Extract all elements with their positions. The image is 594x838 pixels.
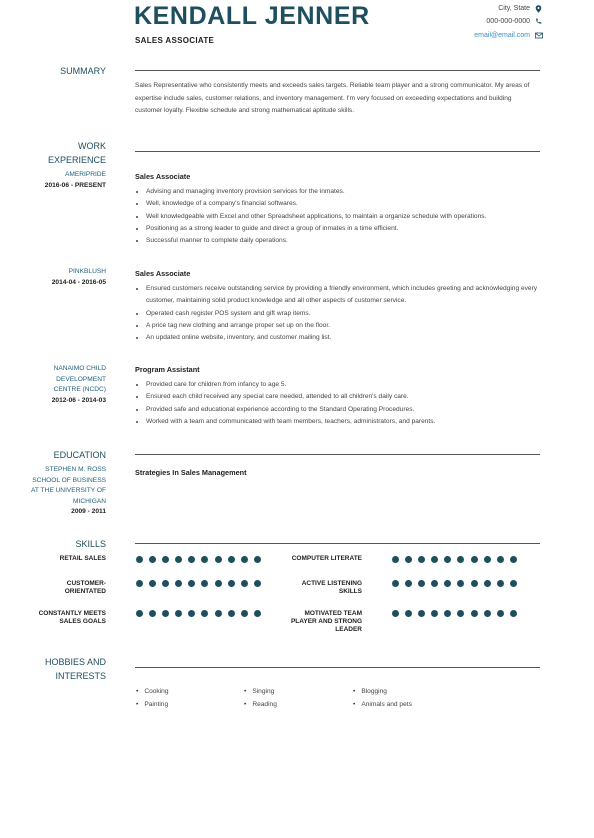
skill-dot (457, 610, 464, 617)
job-3-employer-line3: CENTRE (NCDC) (53, 386, 106, 393)
skill-dot (162, 610, 169, 617)
map-pin-icon (535, 5, 542, 12)
skill-dot (405, 580, 412, 587)
list-item: • Well, knowledge of a company's financial softwares. (146, 198, 551, 210)
hobbies-heading-line2: INTERESTS (55, 671, 106, 681)
skill-dot (162, 580, 169, 587)
skill-dot (188, 610, 195, 617)
skill-dot (471, 556, 478, 563)
skill-dot (215, 580, 222, 587)
education-divider (135, 454, 540, 455)
list-item: • A price tag new clothing and arrange proper set up on the floor. (146, 320, 551, 332)
skill-rating (392, 610, 517, 617)
skill-dot (431, 556, 438, 563)
job-2-bullets (135, 283, 551, 344)
skill-dot (254, 556, 261, 563)
phone-text: 000-000-0000 (486, 18, 530, 25)
summary-text: Sales Representative who consistently meets and exceeds sales targets. Reliable team player and a strong communicator. My areas of expertise include sales, customer relations, and inventory management. I'm very focused on exceeding expectations and building customer loyalty. Flexible schedule and strong mathematical aptitude skills. (135, 82, 530, 114)
summary-heading: SUMMARY (60, 66, 106, 76)
job-3-employer-line1: NANAIMO CHILD (53, 365, 106, 372)
list-item: • Advising and managing inventory provision services for the inmates. (146, 186, 551, 198)
skill-dot (444, 556, 451, 563)
job-2-role: Sales Associate (135, 269, 191, 278)
skill-dot (188, 580, 195, 587)
skill-dot (471, 580, 478, 587)
skill-dot (228, 610, 235, 617)
list-item: • Operated cash register POS system and gift wrap items. (146, 308, 551, 320)
education-degree: Strategies In Sales Management (135, 468, 247, 477)
contact-phone (486, 18, 542, 25)
skill-dot (457, 556, 464, 563)
skill-dot (484, 610, 491, 617)
hobbies-column-1 (136, 686, 169, 711)
school-line2: SCHOOL OF BUSINESS (32, 476, 106, 484)
skill-dot (175, 556, 182, 563)
skill-rating (392, 580, 517, 587)
job-3-employer-line2: DEVELOPMENT (56, 375, 106, 383)
skills-heading: SKILLS (75, 539, 106, 549)
job-1-employer: AMERIPRIDE (64, 171, 106, 178)
location-text: City, State (498, 5, 530, 12)
skill-dot (457, 580, 464, 587)
job-1-meta (45, 170, 106, 191)
hobbies-heading (45, 655, 106, 683)
hobbies-divider (135, 667, 540, 668)
skill-label: MOTIVATED TEAM PLAYER AND STRONG LEADER (290, 610, 362, 633)
job-1-bullets (135, 186, 551, 247)
job-1-dates: 2016-06 - PRESENT (44, 181, 106, 189)
education-dates: 2009 - 2011 (71, 508, 106, 515)
skill-dot (228, 556, 235, 563)
list-item: • Singing (244, 686, 277, 699)
hobbies-column-3 (353, 686, 412, 711)
skill-rating (136, 580, 261, 587)
skill-dot (444, 610, 451, 617)
skill-dot (418, 610, 425, 617)
skills-divider (135, 543, 540, 544)
phone-icon (535, 18, 542, 25)
skill-dot (201, 580, 208, 587)
skill-dot (418, 556, 425, 563)
skill-dot (188, 556, 195, 563)
skill-dot (405, 556, 412, 563)
skill-dot (510, 610, 517, 617)
skill-dot (215, 610, 222, 617)
education-meta (31, 465, 106, 518)
skill-dot (201, 556, 208, 563)
skill-dot (497, 610, 504, 617)
school-line3: AT THE UNIVERSITY OF (31, 487, 106, 494)
work-divider (135, 151, 540, 152)
list-item: • Ensured customers receive outstanding service by providing a friendly environment, which includes greeting and acknowledging every customer, maintaining solid product knowledge and all other aspects of customer service. (146, 283, 551, 308)
skill-dot (405, 610, 412, 617)
skill-dot (392, 580, 399, 587)
hobbies-heading-line1: HOBBIES AND (44, 657, 106, 667)
skill-label: ACTIVE LISTENING SKILLS (301, 580, 362, 595)
skill-dot (431, 580, 438, 587)
skill-dot (471, 610, 478, 617)
work-heading-line2: EXPERIENCE (47, 155, 106, 165)
skill-dot (136, 610, 143, 617)
email-link[interactable]: email@email.com (474, 32, 530, 39)
skill-dot (497, 556, 504, 563)
skill-dot (392, 556, 399, 563)
skill-dot (497, 580, 504, 587)
list-item: • Positioning as a strong leader to guide and direct a group of inmates in a time efficient. (146, 223, 551, 235)
skill-dot (241, 556, 248, 563)
skill-dot (484, 580, 491, 587)
job-3-meta (52, 364, 106, 406)
skill-dot (201, 610, 208, 617)
skill-dot (484, 556, 491, 563)
hobbies-column-2 (244, 686, 277, 711)
skill-label: COMPUTER LITERATE (291, 555, 362, 562)
job-1-role: Sales Associate (135, 172, 191, 181)
list-item: • Painting (136, 699, 169, 712)
skill-label: CUSTOMER-ORIENTATED (64, 580, 106, 595)
skill-rating (392, 556, 517, 563)
envelope-icon (535, 32, 542, 39)
skill-dot (254, 610, 261, 617)
skill-dot (215, 556, 222, 563)
school-line4: MICHIGAN (73, 497, 106, 505)
skill-dot (510, 580, 517, 587)
skill-dot (149, 610, 156, 617)
skill-rating (136, 556, 261, 563)
skill-dot (175, 580, 182, 587)
job-3-dates: 2012-06 - 2014-03 (51, 396, 106, 404)
job-2-employer: PINKBLUSH (68, 268, 106, 275)
list-item: • Animals and pets (353, 699, 412, 712)
skill-dot (149, 580, 156, 587)
skill-dot (136, 580, 143, 587)
list-item: • Well knowledgeable with Excel and other Spreadsheet applications, to maintain a organize schedule with operations. (146, 211, 551, 223)
list-item: • Reading (244, 699, 277, 712)
education-heading: EDUCATION (53, 450, 106, 460)
job-3-role: Program Assistant (135, 365, 200, 374)
skill-rating (136, 610, 261, 617)
list-item: • Provided safe and educational experience according to the Standard Operating Procedures. (146, 404, 551, 416)
job-3-bullets (135, 379, 551, 428)
list-item: • Provided care for children from infancy to age 5. (146, 379, 551, 391)
contact-email[interactable] (474, 32, 542, 39)
skill-dot (228, 580, 235, 587)
job-2-dates: 2014-04 - 2016-05 (51, 278, 106, 286)
list-item: • Cooking (136, 686, 169, 699)
skill-dot (444, 580, 451, 587)
list-item: • Blogging (353, 686, 412, 699)
skill-dot (162, 556, 169, 563)
work-heading-line1: WORK (78, 141, 106, 151)
candidate-title: SALES ASSOCIATE (135, 36, 215, 45)
skill-dot (175, 610, 182, 617)
candidate-name: KENDALL JENNER (134, 2, 370, 30)
skill-dot (431, 610, 438, 617)
list-item: • Successful manner to complete daily operations. (146, 235, 551, 247)
school-line1: STEPHEN M. ROSS (45, 466, 106, 473)
job-2-meta (52, 267, 106, 288)
list-item: • Worked with a team and communicated with team members, teachers, administrators, and parents. (146, 416, 551, 428)
skill-dot (418, 580, 425, 587)
contact-location (498, 5, 542, 12)
skill-dot (254, 580, 261, 587)
list-item: • Ensured each child received any special care needed, attended to all children's daily care. (146, 391, 551, 403)
skill-dot (510, 556, 517, 563)
skill-label: RETAIL SALES (59, 555, 106, 562)
work-heading (48, 139, 106, 167)
skill-dot (136, 556, 143, 563)
skill-dot (241, 580, 248, 587)
skill-dot (392, 610, 399, 617)
skill-label: CONSTANTLY MEETS SALES GOALS (38, 610, 106, 625)
summary-divider (135, 70, 540, 71)
list-item: • An updated online website, inventory, and customer mailing list. (146, 332, 551, 344)
skill-dot (149, 556, 156, 563)
skill-dot (241, 610, 248, 617)
